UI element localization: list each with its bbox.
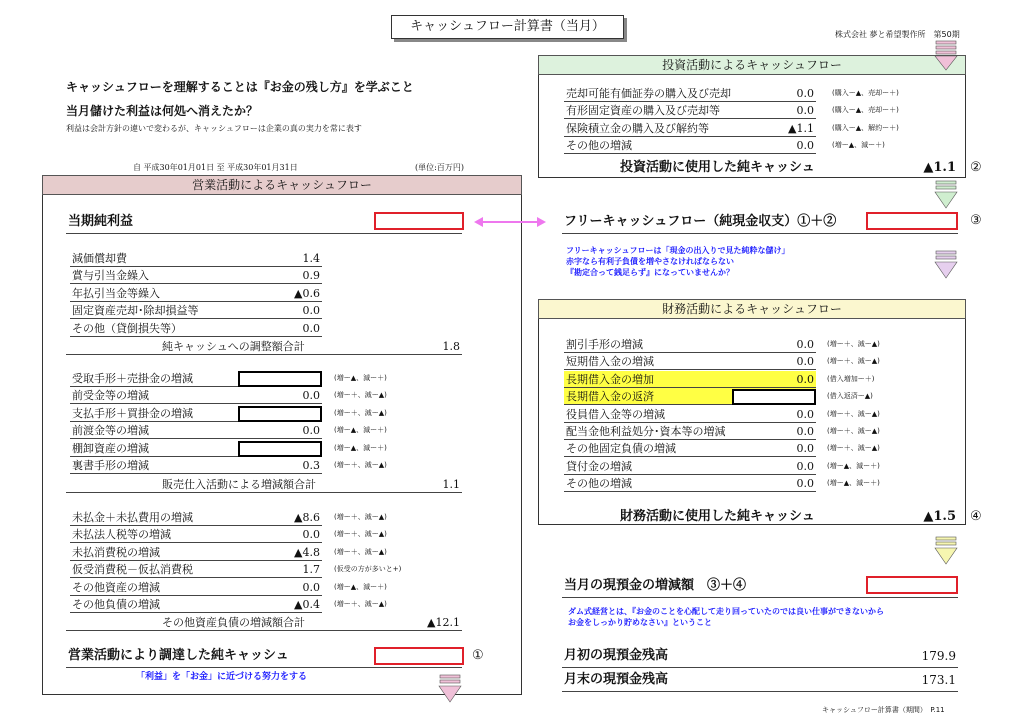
operating-net-label: 営業活動により調達した純キャッシュ xyxy=(68,648,289,663)
investing-header-text: 投資活動によるキャッシュフロー xyxy=(662,58,842,72)
end-cash-value: 173.1 xyxy=(921,673,956,687)
line-item-row xyxy=(564,423,816,440)
line-item-label: 短期借入金の増減 xyxy=(566,355,654,369)
line-item-value: 0.9 xyxy=(302,269,320,283)
line-item-note: (購入ー▲、解約ー＋) xyxy=(832,123,899,132)
net-income-label: 当期純利益 xyxy=(68,214,134,229)
dam-text-1: ダム式経営とは、『お金のことを心配して走り回っていたのでは良い仕事ができないから xyxy=(568,607,884,616)
line-item-value: ▲0.6 xyxy=(294,286,320,300)
begin-cash-label: 月初の現預金残高 xyxy=(564,648,669,663)
circle-3: ③ xyxy=(970,213,982,228)
financing-net-value: ▲1.5 xyxy=(923,509,956,524)
line-item-value: 0.0 xyxy=(302,424,320,438)
line-item-value: ▲1.1 xyxy=(788,121,814,135)
page-title: キャッシュフロー計算書（当月） xyxy=(410,19,605,34)
free-cf-desc-2: 赤字なら有利子負債を増やさなければならない xyxy=(566,257,734,266)
line-item-label: その他の増減 xyxy=(566,139,632,153)
investing-net-value: ▲1.1 xyxy=(923,160,956,175)
line-item-label: 貸付金の増減 xyxy=(566,459,632,473)
line-item-row xyxy=(70,579,322,596)
unit-label: (単位:百万円) xyxy=(415,163,464,172)
line-item-note: (増ー▲、減ー＋) xyxy=(334,426,387,435)
line-item-input[interactable] xyxy=(238,406,322,422)
line-item-note: (増ー＋、減ー▲) xyxy=(827,444,880,453)
line-item-label: その他負債の増減 xyxy=(72,598,160,611)
line-item-note: (増ー＋、減ー▲) xyxy=(334,600,387,608)
line-item-value: 0.0 xyxy=(302,389,320,403)
line-item-label: 保険積立金の購入及び解約等 xyxy=(566,121,709,135)
line-item-value: 0.0 xyxy=(796,355,814,369)
trade-total-row xyxy=(66,476,462,493)
line-item-note: (増ー▲、減ー＋) xyxy=(827,479,880,488)
line-item-label: その他固定負債の増減 xyxy=(566,442,676,456)
line-item-value: ▲0.4 xyxy=(294,598,320,611)
line-item-value: 0.0 xyxy=(796,442,814,456)
line-item-label: 配当金他利益処分･資本等の増減 xyxy=(566,425,726,438)
line-item-value: ▲4.8 xyxy=(294,545,320,559)
line-item-label: 前受金等の増減 xyxy=(72,389,149,403)
line-item-label: 賞与引当金繰入 xyxy=(72,269,149,283)
cash-change-label: 当月の現預金の増減額 ③＋④ xyxy=(564,578,747,593)
line-item-label: その他（貸倒損失等） xyxy=(72,321,182,335)
line-item-value: 0.0 xyxy=(302,321,320,335)
double-arrow-icon xyxy=(474,215,546,229)
line-item-label: 受取手形＋売掛金の増減 xyxy=(72,372,193,385)
free-cf-desc-1: フリーキャッシュフローは「現金の出入りで見た純粋な儲け」 xyxy=(566,246,790,255)
line-item-row xyxy=(70,526,322,543)
period: 自 平成30年01月01日 至 平成30年01月31日 xyxy=(133,163,298,172)
line-item-note: (増ー＋、減ー▲) xyxy=(334,408,387,417)
down-arrow-icon-pink-top xyxy=(934,40,958,72)
line-item-value: 0.0 xyxy=(796,338,814,351)
operating-header xyxy=(42,175,522,195)
other-total-label: その他資産負債の増減額合計 xyxy=(162,616,305,629)
line-item-note: (購入ー▲、売却ー＋) xyxy=(832,106,899,115)
other-total-row xyxy=(66,614,462,631)
financing-header-text: 財務活動によるキャッシュフロー xyxy=(662,302,842,316)
line-item-note: (増ー＋、減ー▲) xyxy=(334,513,387,521)
down-arrow-icon-yellow xyxy=(934,536,958,566)
investing-net-row xyxy=(562,159,958,176)
line-item-note: (仮受の方が多いと+) xyxy=(334,565,402,574)
line-item-label: 売却可能有価証券の購入及び売却 xyxy=(566,87,731,100)
line-item-value: 0.0 xyxy=(796,372,814,386)
trade-total-label: 販売仕入活動による増減額合計 xyxy=(162,478,316,491)
line-item-note: (購入ー▲、売却ー＋) xyxy=(832,89,899,97)
line-item-label: 支払手形＋買掛金の増減 xyxy=(72,406,193,420)
line-item-label: その他の増減 xyxy=(566,477,632,491)
line-item-label: その他資産の増減 xyxy=(72,580,160,594)
line-item-row xyxy=(70,509,322,526)
line-item-note: (増ー＋、減ー▲) xyxy=(334,530,387,539)
line-item-note: (増ー＋、減ー▲) xyxy=(827,357,880,366)
line-item-value: 0.0 xyxy=(302,528,320,542)
dam-text-2: お金をしっかり貯めなさい』ということ xyxy=(568,618,712,627)
line-item-row xyxy=(70,302,322,319)
line-item-note: (増ー▲、減ー＋) xyxy=(832,141,885,150)
line-item-label: 未払金＋未払費用の増減 xyxy=(72,511,193,524)
investing-net-label: 投資活動に使用した純キャッシュ xyxy=(620,160,815,175)
line-item-note: (増ー＋、減ー▲) xyxy=(827,409,880,418)
line-item-value: 0.0 xyxy=(796,139,814,153)
line-item-row xyxy=(564,458,816,475)
financing-header xyxy=(538,299,966,319)
financing-net-row xyxy=(562,508,958,525)
line-item-row xyxy=(70,267,322,284)
line-item-input[interactable] xyxy=(238,441,322,457)
line-item-label: 棚卸資産の増減 xyxy=(72,441,149,455)
adjust-total-value: 1.8 xyxy=(442,340,460,353)
line-item-note: (増ー▲、減ー＋) xyxy=(827,461,880,470)
line-item-input[interactable] xyxy=(732,389,816,405)
page-footer: キャッシュフロー計算書（期間） P.11 xyxy=(822,706,945,714)
line-item-row xyxy=(564,120,816,137)
line-item-value: 0.0 xyxy=(796,104,814,118)
line-item-label: 役員借入金等の増減 xyxy=(566,407,665,421)
line-item-value: 0.0 xyxy=(796,477,814,491)
financing-net-label: 財務活動に使用した純キャッシュ xyxy=(620,509,815,524)
line-item-row xyxy=(70,285,322,302)
intro-line2: 当月儲けた利益は何処へ消えたか？ xyxy=(66,104,259,118)
line-item-value: 1.4 xyxy=(302,252,320,265)
line-item-note: (増ー＋、減ー▲) xyxy=(334,547,387,556)
line-item-row xyxy=(70,561,322,578)
operating-header-text: 営業活動によるキャッシュフロー xyxy=(192,178,372,192)
line-item-note: (借入増加ー＋) xyxy=(827,374,875,383)
down-arrow-icon-green xyxy=(934,180,958,210)
circle-4: ④ xyxy=(970,509,982,524)
line-item-row xyxy=(70,422,322,439)
line-item-value: 0.0 xyxy=(302,304,320,318)
cash-change-input[interactable] xyxy=(866,576,958,594)
line-item-value: 0.3 xyxy=(302,459,320,472)
circle-1: ① xyxy=(472,648,484,663)
line-item-row xyxy=(564,336,816,353)
intro-line1: キャッシュフローを理解することは『お金の残し方』を学ぶこと xyxy=(66,80,414,94)
line-item-note: (増ー＋、減ー▲) xyxy=(334,461,387,469)
line-item-row xyxy=(564,371,816,388)
line-item-label: 仮受消費税－仮払消費税 xyxy=(72,563,193,577)
end-cash-row xyxy=(562,670,958,692)
line-item-label: 割引手形の増減 xyxy=(566,338,643,351)
begin-cash-row xyxy=(562,646,958,668)
line-item-label: 未払消費税の増減 xyxy=(72,545,160,559)
line-item-row xyxy=(70,250,322,267)
free-cf-desc-3: 『勘定合って銭足らず』になっていませんか？ xyxy=(566,268,734,277)
line-item-value: 0.0 xyxy=(302,580,320,594)
line-item-row xyxy=(564,440,816,457)
line-item-note: (増ー＋、減ー▲) xyxy=(827,340,880,348)
adjust-total-label: 純キャッシュへの調整額合計 xyxy=(162,340,305,353)
line-item-label: 長期借入金の増加 xyxy=(566,372,654,386)
line-item-row xyxy=(70,544,322,561)
company-name: 株式会社 夢と希望製作所 第50期 xyxy=(835,30,960,39)
line-item-row xyxy=(564,137,816,154)
line-item-value: 0.0 xyxy=(796,407,814,421)
other-total-value: ▲12.1 xyxy=(427,616,460,629)
line-item-value: 0.0 xyxy=(796,459,814,473)
line-item-row xyxy=(70,596,322,613)
page-title-box xyxy=(391,15,624,39)
intro-line3: 利益は会計方針の違いで変わるが、キャッシュフローは企業の真の実力を常に表す xyxy=(66,124,362,133)
line-item-value: ▲8.6 xyxy=(294,511,320,524)
line-item-row xyxy=(564,85,816,102)
net-income-input[interactable] xyxy=(374,212,464,230)
line-item-value: 1.7 xyxy=(302,563,320,577)
line-item-row xyxy=(70,387,322,404)
line-item-note: (借入返済ー▲) xyxy=(827,392,873,401)
end-cash-label: 月末の現預金残高 xyxy=(564,672,669,687)
line-item-note: (増ー▲、減ー＋) xyxy=(334,443,387,452)
line-item-note: (増ー＋、減ー▲) xyxy=(334,391,387,400)
line-item-label: 前渡金等の増減 xyxy=(72,424,149,438)
line-item-note: (増ー▲、減ー＋) xyxy=(334,582,387,591)
down-arrow-icon-pink-bottom xyxy=(438,674,462,706)
circle-2: ② xyxy=(970,160,982,175)
free-cf-input[interactable] xyxy=(866,212,958,230)
line-item-row xyxy=(564,406,816,423)
line-item-value: 0.0 xyxy=(796,87,814,100)
line-item-label: 長期借入金の返済 xyxy=(566,390,654,404)
line-item-note: (増ー▲、減ー＋) xyxy=(334,374,387,382)
line-item-row xyxy=(70,457,322,474)
line-item-row xyxy=(70,320,322,337)
line-item-value: 0.0 xyxy=(796,425,814,438)
line-item-row xyxy=(564,475,816,492)
begin-cash-value: 179.9 xyxy=(921,649,956,663)
line-item-label: 有形固定資産の購入及び売却等 xyxy=(566,104,720,118)
line-item-label: 減価償却費 xyxy=(72,252,127,265)
line-item-label: 年払引当金等繰入 xyxy=(72,286,160,300)
adjust-total-row xyxy=(66,338,462,355)
line-item-row xyxy=(564,102,816,119)
operating-net-input[interactable] xyxy=(374,647,464,665)
free-cf-label: フリーキャッシュフロー（純現金収支）①＋② xyxy=(564,214,837,229)
investing-header xyxy=(538,55,966,75)
line-item-label: 未払法人税等の増減 xyxy=(72,528,171,542)
line-item-note: (増ー＋、減ー▲) xyxy=(827,427,880,435)
line-item-row xyxy=(564,353,816,370)
line-item-input[interactable] xyxy=(238,371,322,387)
operating-footer: 「利益」を「お金」に近づける努力をする xyxy=(136,672,308,682)
line-item-label: 固定資産売却･除却損益等 xyxy=(72,304,199,318)
trade-total-value: 1.1 xyxy=(442,478,460,491)
down-arrow-icon-purple xyxy=(934,250,958,280)
line-item-label: 裏書手形の増減 xyxy=(72,459,149,472)
